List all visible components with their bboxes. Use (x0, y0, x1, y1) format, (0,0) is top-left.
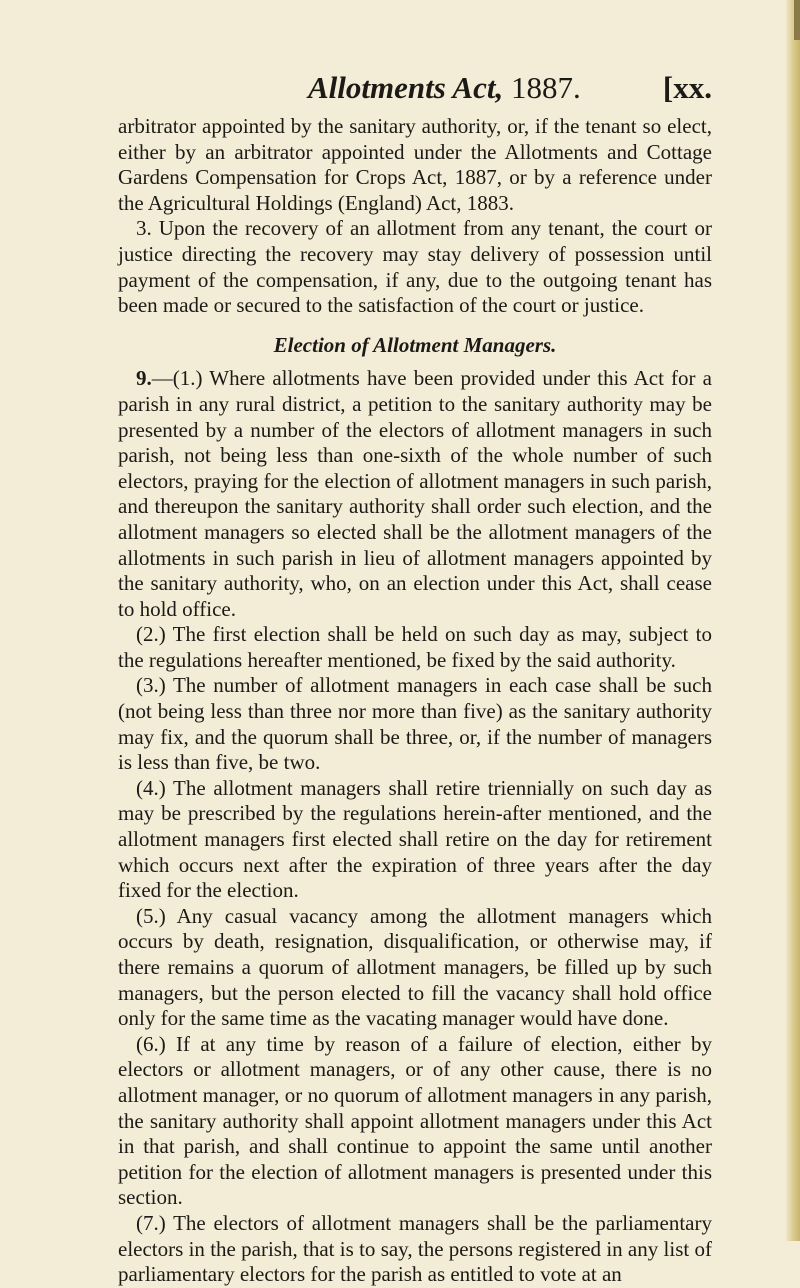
paragraph-section-9-4: (4.) The allotment managers shall retire triennially on such day as may be prescribed by the regulations herein-after mentioned, and the allotment managers first elected shall retire on the day for retirement which occurs next after the expiration of three years after the day fixed for the election. (118, 775, 712, 903)
section-heading: Election of Allotment Managers. (273, 332, 557, 357)
paragraph-section-9-5: (5.) Any casual vacancy among the allotment managers which occurs by death, resignation, disqualification, or otherwise may, if there remains a quorum of allotment managers, be filled up by such managers, but the person elected to fill the vacancy shall hold office only for the same time as the vacating manager would have done. (118, 903, 712, 1031)
running-year: 1887. (510, 70, 581, 105)
page-reference: [xx. (662, 70, 712, 105)
paragraph-section-9-3: (3.) The number of allotment managers in each case shall be such (not being less than three nor more than five) as the sanitary authority may fix, and the quorum shall be three, or, if the number of managers is less than five, be two. (118, 673, 712, 775)
page-edge-dark-strip (794, 0, 800, 40)
paragraph-subsection-3: 3. Upon the recovery of an allotment from any tenant, the court or justice directing the recovery may stay delivery of possession until payment of the compensation, if any, due to the outgoing tenant has been made or secured to the satisfaction of the court or justice. (118, 216, 712, 318)
running-header (118, 70, 712, 106)
document-page (118, 70, 712, 1288)
page-edge-shadow (786, 0, 800, 1241)
running-title: Allotments Act, 1887. (308, 70, 581, 105)
paragraph-section-9-7: (7.) The electors of allotment managers shall be the parliamentary electors in the parish, that is to say, the persons registered in any list of parliamentary electors for the parish as entitled to vote at an (118, 1210, 712, 1287)
paragraph-section-9-6: (6.) If at any time by reason of a failure of election, either by electors or allotment managers, or of any other cause, there is no allotment manager, or no quorum of allotment managers in any parish, the sanitary authority shall appoint allotment managers under this Act in that parish, and shall continue to appoint the same until another petition for the election of allotment managers is presented under this section. (118, 1031, 712, 1210)
section-number: 9. (136, 366, 152, 391)
paragraph-section-9-2: (2.) The first election shall be held on such day as may, subject to the regulations hereafter mentioned, be fixed by the said authority. (118, 622, 712, 672)
paragraph-continued: arbitrator appointed by the sanitary authority, or, if the tenant so elect, either by an arbitrator appointed under the Allotments and Cottage Gardens Compensation for Crops Act, 1887, or by a reference under the Agricultural Holdings (England) Act, 1883. (118, 114, 712, 215)
body-text (118, 114, 712, 1288)
paragraph-section-9-1: 9.—(1.) Where allotments have been provided under this Act for a parish in any rural district, a petition to the sanitary authority may be presented by a number of the electors of allotment managers in such parish, not being less than one-sixth of the whole number of such electors, praying for the election of allotment managers in such parish, and thereupon the sanitary authority shall order such election, and the allotment managers so elected shall be the allotment managers of the allotments in such parish in lieu of allotment managers appointed by the sanitary authority, who, on an election under this Act, shall cease to hold office. (118, 366, 712, 621)
